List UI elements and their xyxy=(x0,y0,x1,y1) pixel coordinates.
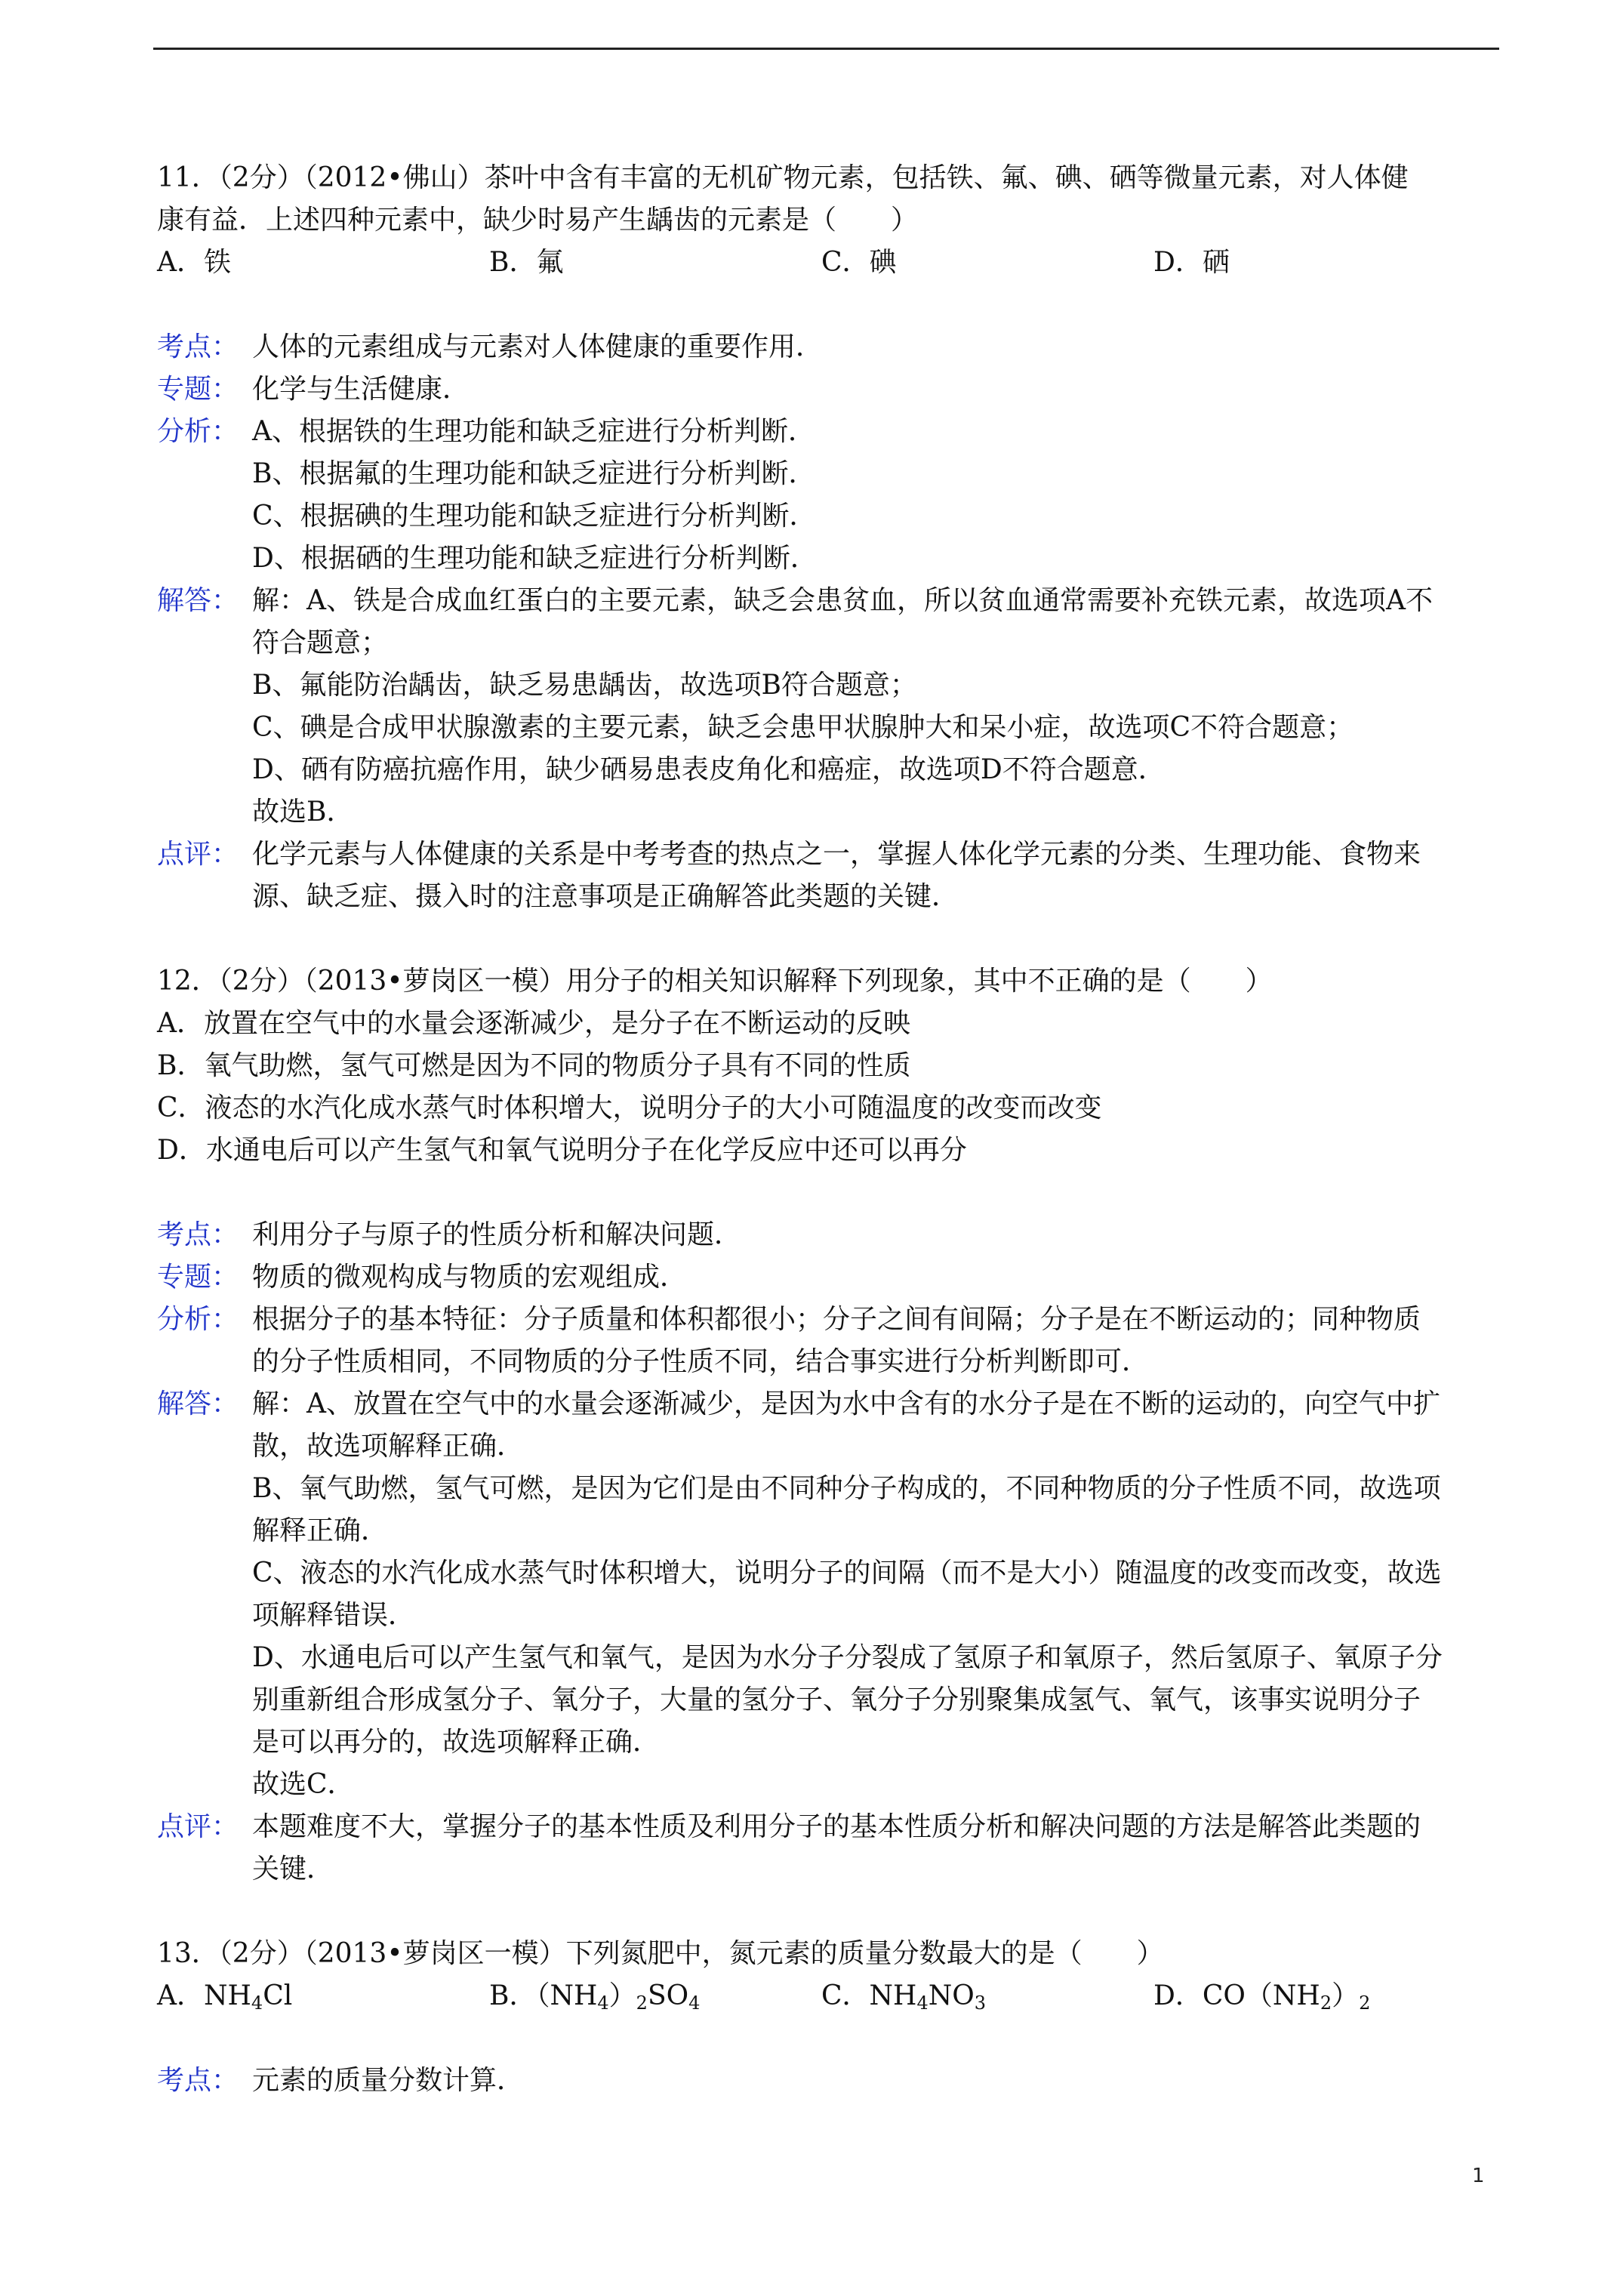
q12-jieda-line: 别重新组合形成氢分子、氧分子，大量的氢分子、氧分子分别聚集成氢气、氧气，该事实说明分子 xyxy=(252,1684,1421,1715)
q12-kaodian-label: 考点： xyxy=(157,1219,239,1250)
q13-stem: 13．（2分）（2013•萝岗区一模）下列氮肥中，氮元素的质量分数最大的是（ ） xyxy=(157,1938,1164,1969)
q12-option-b: B．氧气助燃，氢气可燃是因为不同的物质分子具有不同的性质 xyxy=(157,1050,911,1081)
q12-dianping-line: 本题难度不大，掌握分子的基本性质及利用分子的基本性质分析和解决问题的方法是解答此类题的 xyxy=(252,1811,1421,1842)
q12-jieda-line: 项解释错误． xyxy=(252,1600,416,1631)
q12-jieda-line: 故选C． xyxy=(252,1769,355,1800)
q11-jieda-label: 解答： xyxy=(157,585,239,616)
page-number: 1 xyxy=(1472,2165,1485,2187)
q11-kaodian-text: 人体的元素组成与元素对人体健康的重要作用． xyxy=(252,331,824,362)
q11-stem-line-1: 11．（2分）（2012•佛山）茶叶中含有丰富的无机矿物元素，包括铁、氟、碘、硒等微量元素，对人体健 xyxy=(157,162,1409,193)
q13-option-c xyxy=(821,1975,986,2017)
q11-jieda-line: B、氟能防治龋齿，缺乏易患龋齿，故选项B符合题意； xyxy=(252,670,917,701)
subscript: 2 xyxy=(636,1992,648,2014)
q12-jieda-line: B、氧气助燃，氢气可燃，是因为它们是由不同种分子构成的，不同种物质的分子性质不同，故选项 xyxy=(252,1473,1441,1504)
q11-option-c: C．碘 xyxy=(821,247,897,278)
q13-option-d-text: ） xyxy=(1332,1980,1360,2011)
q13-option-d xyxy=(1153,1975,1370,2017)
q12-jieda-line: 解释正确． xyxy=(252,1515,389,1546)
q11-jieda-line: C、碘是合成甲状腺激素的主要元素，缺乏会患甲状腺肿大和呆小症，故选项C不符合题意； xyxy=(252,712,1354,743)
subscript: 2 xyxy=(1320,1992,1332,2014)
q13-option-c-text: NO xyxy=(928,1980,975,2011)
q11-kaodian-label: 考点： xyxy=(157,331,239,362)
subscript: 4 xyxy=(597,1992,609,2014)
q13-option-b xyxy=(489,1975,700,2017)
q13-option-b-text: B．（NH xyxy=(489,1980,598,2011)
q11-jieda-line: 解：A、铁是合成血红蛋白的主要元素，缺乏会患贫血，所以贫血通常需要补充铁元素，故选项A不 xyxy=(252,585,1433,616)
q12-zhuanti-text: 物质的微观构成与物质的宏观组成． xyxy=(252,1262,688,1293)
q12-jieda-line: 是可以再分的，故选项解释正确． xyxy=(252,1727,661,1758)
q12-option-a: A．放置在空气中的水量会逐渐减少，是分子在不断运动的反映 xyxy=(157,1008,910,1039)
q12-fenxi-line: 的分子性质相同，不同物质的分子性质不同，结合事实进行分析判断即可． xyxy=(252,1346,1150,1377)
subscript: 4 xyxy=(916,1992,929,2014)
q13-kaodian-label: 考点： xyxy=(157,2065,239,2096)
subscript: 2 xyxy=(1359,1992,1371,2014)
q11-stem-line-2: 康有益．上述四种元素中，缺少时易产生龋齿的元素是（ ） xyxy=(157,205,919,236)
q13-option-d-text: D．CO（NH xyxy=(1153,1980,1320,2011)
q11-fenxi-line: B、根据氟的生理功能和缺乏症进行分析判断． xyxy=(252,458,816,489)
q12-option-c: C．液态的水汽化成水蒸气时体积增大，说明分子的大小可随温度的改变而改变 xyxy=(157,1093,1102,1123)
q12-dianping-line: 关键． xyxy=(252,1854,334,1885)
q12-jieda-line: 解：A、放置在空气中的水量会逐渐减少，是因为水中含有的水分子是在不断的运动的，向空气中扩 xyxy=(252,1388,1440,1419)
q11-option-a: A．铁 xyxy=(157,247,231,278)
q11-fenxi-line: D、根据硒的生理功能和缺乏症进行分析判断． xyxy=(252,543,818,574)
q11-fenxi-line: A、根据铁的生理功能和缺乏症进行分析判断． xyxy=(252,416,815,447)
q11-dianping-line: 源、缺乏症、摄入时的注意事项是正确解答此类题的关键． xyxy=(252,881,959,912)
q13-option-b-text: ） xyxy=(608,1980,636,2011)
q13-option-a xyxy=(157,1975,292,2017)
subscript: 4 xyxy=(251,1992,263,2014)
q11-jieda-line: 故选B． xyxy=(252,797,354,827)
q12-kaodian-text: 利用分子与原子的性质分析和解决问题． xyxy=(252,1219,742,1250)
q11-jieda-line: D、硒有防癌抗癌作用，缺少硒易患表皮角化和癌症，故选项D不符合题意． xyxy=(252,754,1166,785)
q12-stem: 12．（2分）（2013•萝岗区一模）用分子的相关知识解释下列现象，其中不正确的是（ ） xyxy=(157,966,1273,997)
q13-option-b-text: SO xyxy=(647,1980,689,2011)
q12-option-d: D．水通电后可以产生氢气和氧气说明分子在化学反应中还可以再分 xyxy=(157,1135,967,1166)
q11-fenxi-line: C、根据碘的生理功能和缺乏症进行分析判断． xyxy=(252,501,817,532)
q11-option-d: D．硒 xyxy=(1153,247,1230,278)
q13-option-a-text: Cl xyxy=(263,1980,293,2011)
q13-option-a-text: A．NH xyxy=(157,1980,251,2011)
q12-zhuanti-label: 专题： xyxy=(157,1262,239,1293)
q12-jieda-label: 解答： xyxy=(157,1388,239,1419)
q11-jieda-line: 符合题意； xyxy=(252,627,389,658)
q11-option-b: B．氟 xyxy=(489,247,564,278)
q11-fenxi-label: 分析： xyxy=(157,416,239,447)
subscript: 4 xyxy=(688,1992,701,2014)
q12-jieda-line: 散，故选项解释正确． xyxy=(252,1431,525,1462)
q11-dianping-line: 化学元素与人体健康的关系是中考考查的热点之一，掌握人体化学元素的分类、生理功能、食物来 xyxy=(252,839,1421,870)
q13-option-c-text: C．NH xyxy=(821,1980,917,2011)
q12-fenxi-label: 分析： xyxy=(157,1304,239,1335)
q12-jieda-line: D、水通电后可以产生氢气和氧气，是因为水分子分裂成了氢原子和氧原子，然后氢原子、氧原子分 xyxy=(252,1642,1443,1673)
q12-fenxi-line: 根据分子的基本特征：分子质量和体积都很小；分子之间有间隔；分子是在不断运动的；同种物质 xyxy=(252,1304,1421,1335)
q11-zhuanti-text: 化学与生活健康． xyxy=(252,374,470,405)
q11-zhuanti-label: 专题： xyxy=(157,374,239,405)
header-rule xyxy=(153,48,1499,50)
subscript: 3 xyxy=(974,1992,987,2014)
q12-dianping-label: 点评： xyxy=(157,1811,239,1842)
q13-kaodian-text: 元素的质量分数计算． xyxy=(252,2065,525,2096)
q11-dianping-label: 点评： xyxy=(157,839,239,870)
q12-jieda-line: C、液态的水汽化成水蒸气时体积增大，说明分子的间隔（而不是大小）随温度的改变而改变，故选 xyxy=(252,1558,1442,1589)
